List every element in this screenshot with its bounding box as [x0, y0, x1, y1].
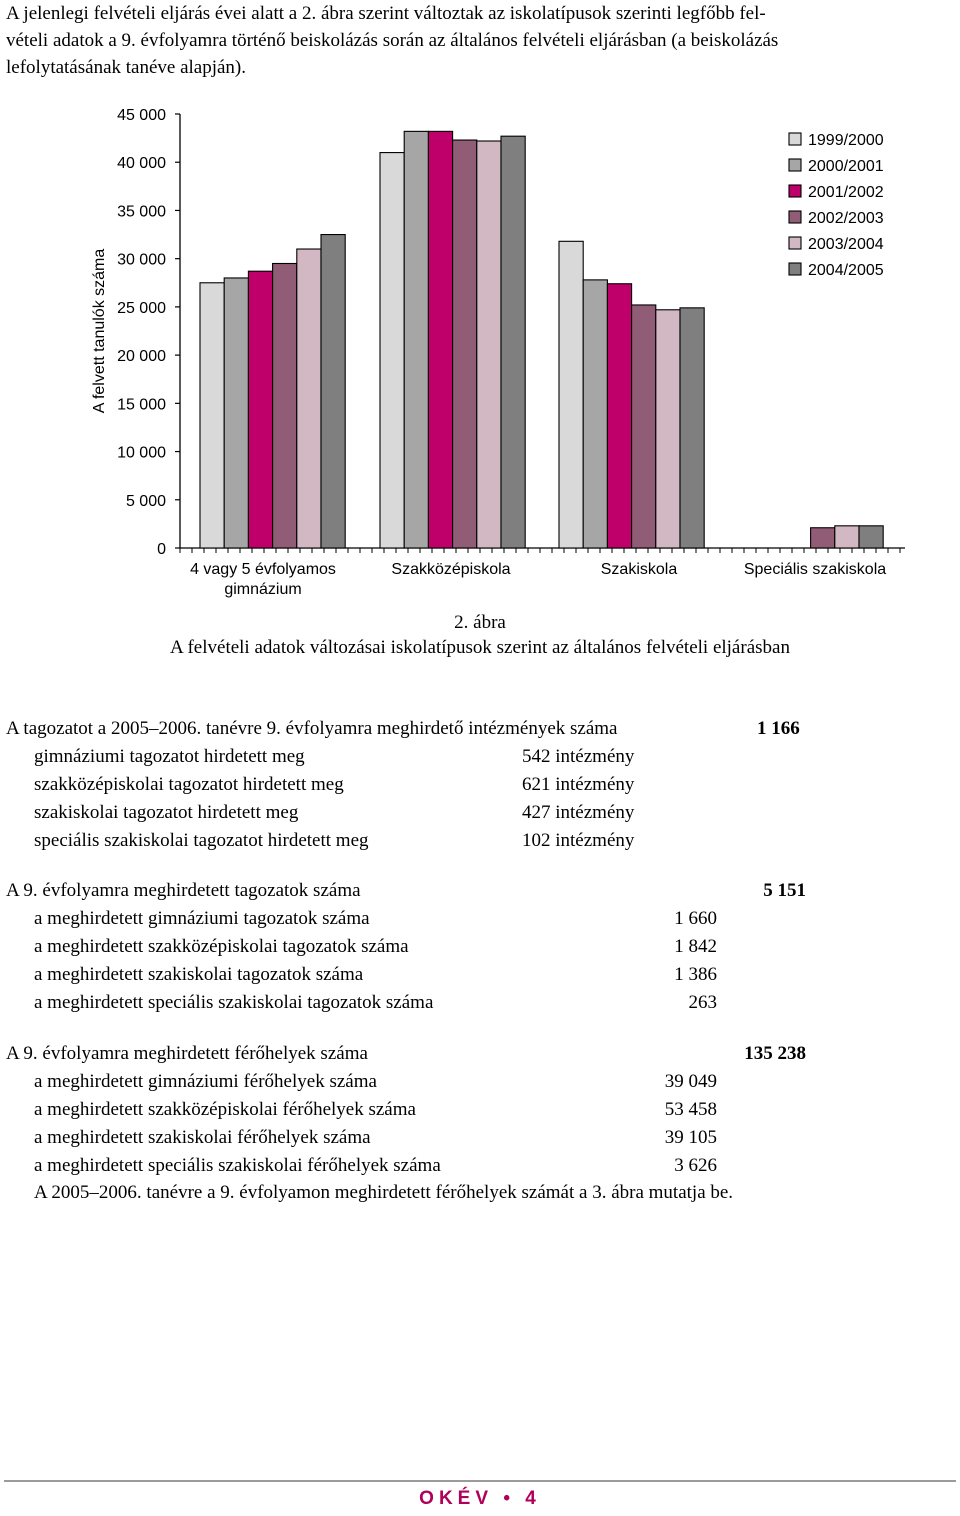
legend-label: 2000/2001 [808, 158, 884, 175]
sections-heading: A 9. évfolyamra meghirdetett tagozatok száma [6, 880, 361, 901]
bar [404, 131, 428, 548]
sections-total: 5 151 [763, 880, 806, 901]
legend-swatch [789, 185, 801, 197]
places-row-value: 39 049 [664, 1071, 717, 1092]
figure-label: 2. ábra [454, 612, 506, 633]
y-tick-label: 25 000 [117, 299, 166, 317]
sections-row-value: 1 386 [674, 964, 717, 985]
x-category-label: Szakiskola [600, 561, 678, 578]
bar [859, 526, 883, 548]
intro-paragraph [6, 0, 954, 81]
sections-row-value: 1 842 [674, 936, 717, 957]
sections-row-label: a meghirdetett szakiskolai tagozatok száma [34, 964, 364, 985]
footer-divider [4, 1480, 956, 1482]
legend-label: 1999/2000 [808, 132, 884, 149]
institutions-row-value: 621 intézmény [522, 774, 635, 795]
x-category-label: Speciális szakiskola [743, 561, 887, 578]
intro-line: A jelenlegi felvételi eljárás évei alatt a 2. ábra szerint változtak az iskolatípusok szerinti legfőbb fel- [6, 3, 766, 24]
bar [477, 141, 501, 548]
bar [607, 284, 631, 548]
bar [248, 271, 272, 548]
places-row-label: a meghirdetett szakiskolai férőhelyek száma [34, 1127, 371, 1148]
bar [680, 308, 704, 548]
y-tick-label: 0 [157, 541, 166, 558]
page-number: 4 [525, 1488, 541, 1509]
x-category-label: 4 vagy 5 évfolyamos [190, 561, 336, 578]
institutions-row-value: 102 intézmény [522, 830, 635, 851]
institutions-row-value: 427 intézmény [522, 802, 635, 823]
legend-swatch [789, 237, 801, 249]
bar [321, 235, 345, 548]
figure-caption: A felvételi adatok változásai iskolatípusok szerint az általános felvételi eljárásban [170, 637, 790, 658]
legend-swatch [789, 159, 801, 171]
bar [453, 140, 477, 548]
places-row-label: a meghirdetett speciális szakiskolai férőhelyek száma [34, 1155, 441, 1176]
sections-row-label: a meghirdetett speciális szakiskolai tagozatok száma [34, 992, 434, 1013]
institutions-total: 1 166 [757, 718, 800, 739]
y-tick-label: 45 000 [117, 107, 166, 124]
footer-bullet: • [503, 1488, 515, 1509]
bar-chart [0, 96, 960, 606]
bar [297, 249, 321, 548]
bar [501, 136, 525, 548]
bar [632, 305, 656, 548]
bar [200, 283, 224, 548]
y-tick-label: 15 000 [117, 396, 166, 414]
sections-row-value: 263 [688, 992, 717, 1013]
y-tick-label: 20 000 [117, 348, 166, 366]
legend-swatch [789, 263, 801, 275]
x-category-label: Szakközépiskola [391, 561, 511, 578]
y-axis-title: A felvett tanulók száma [91, 248, 108, 414]
legend-swatch [789, 133, 801, 145]
page-footer [0, 1488, 960, 1510]
legend-label: 2001/2002 [808, 184, 884, 201]
places-row-label: a meghirdetett gimnáziumi férőhelyek száma [34, 1071, 377, 1092]
places-total: 135 238 [744, 1043, 806, 1064]
y-tick-label: 30 000 [117, 251, 166, 269]
sections-row-label: a meghirdetett szakközépiskolai tagozatok száma [34, 936, 409, 957]
places-heading: A 9. évfolyamra meghirdetett férőhelyek száma [6, 1043, 368, 1064]
places-note: A 2005–2006. tanévre a 9. évfolyamon meghirdetett férőhelyek számát a 3. ábra mutatja be. [34, 1182, 734, 1203]
bar [224, 278, 248, 548]
bar [656, 310, 680, 548]
footer-brand: OKÉV [419, 1488, 494, 1509]
places-row-value: 3 626 [674, 1155, 717, 1176]
bar [273, 263, 297, 548]
intro-line: lefolytatásának tanéve alapján). [6, 57, 247, 78]
places-row-value: 53 458 [664, 1099, 717, 1120]
institutions-row-label: gimnáziumi tagozatot hirdetett meg [34, 746, 305, 767]
institutions-row-label: szakiskolai tagozatot hirdetett meg [34, 802, 299, 823]
x-category-label: gimnázium [224, 581, 302, 598]
y-tick-label: 40 000 [117, 155, 166, 173]
bar [583, 280, 607, 548]
legend-label: 2003/2004 [808, 236, 884, 253]
y-tick-label: 35 000 [117, 203, 166, 221]
y-tick-label: 10 000 [117, 444, 166, 462]
places-row-label: a meghirdetett szakközépiskolai férőhelyek száma [34, 1099, 416, 1120]
bar [380, 153, 404, 548]
institutions-row-label: speciális szakiskolai tagozatot hirdetett meg [34, 830, 369, 851]
institutions-heading: A tagozatot a 2005–2006. tanévre 9. évfolyamra meghirdető intézmények száma [6, 718, 618, 739]
bar [835, 526, 859, 548]
legend-label: 2002/2003 [808, 210, 884, 227]
institutions-row-label: szakközépiskolai tagozatot hirdetett meg [34, 774, 344, 795]
sections-row-value: 1 660 [674, 908, 717, 929]
bar [559, 241, 583, 548]
legend-swatch [789, 211, 801, 223]
bar [428, 131, 452, 548]
bar [811, 528, 835, 548]
places-row-value: 39 105 [664, 1127, 717, 1148]
legend-label: 2004/2005 [808, 262, 884, 279]
y-tick-label: 5 000 [125, 492, 166, 510]
intro-line: vételi adatok a 9. évfolyamra történő beiskolázás során az általános felvételi eljárásban (a beiskolázás [6, 30, 779, 51]
sections-row-label: a meghirdetett gimnáziumi tagozatok száma [34, 908, 370, 929]
institutions-row-value: 542 intézmény [522, 746, 635, 767]
